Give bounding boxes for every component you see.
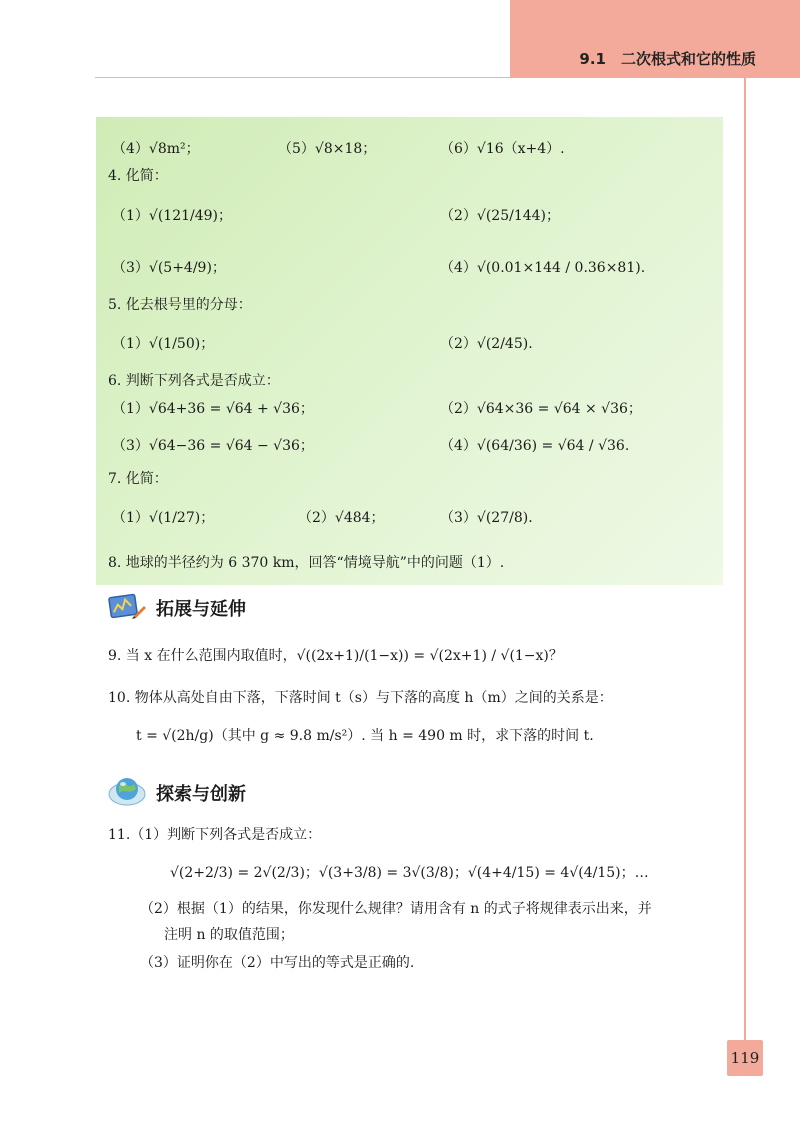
ex6-item3: （3）√64−36 = √64 − √36； <box>112 438 314 454</box>
ex6-item4: （4）√(64/36) = √64 / √36. <box>440 438 630 454</box>
chart-icon <box>104 592 148 622</box>
ex10-line2: t = √(2h/g)（其中 g ≈ 9.8 m/s²）. 当 h = 490 m 时，求下落的时间 t. <box>136 728 594 744</box>
ex8-text: 8. 地球的半径约为 6 370 km，回答“情境导航”中的问题（1）. <box>108 555 505 571</box>
ex7-title: 7. 化简： <box>108 471 168 487</box>
ex11-part2-line2: 注明 n 的取值范围； <box>164 927 294 943</box>
section-title-explore: 探索与创新 <box>156 784 246 805</box>
ex6-item1: （1）√64+36 = √64 + √36； <box>112 401 314 417</box>
ex4-item3: （3）√(5+4/9)； <box>112 260 226 276</box>
header-rule <box>95 77 510 78</box>
ex7-item1: （1）√(1/27)； <box>112 510 215 526</box>
ex3-item4: （4）√8m²； <box>112 141 200 157</box>
ex3-item5: （5）√8×18； <box>278 141 377 157</box>
ex9-text: 9. 当 x 在什么范围内取值时，√((2x+1)/(1−x)) = √(2x+1) / √(1−x)？ <box>108 648 563 664</box>
page-number: 119 <box>727 1040 763 1076</box>
ex5-item2: （2）√(2/45). <box>440 336 533 352</box>
ex4-item4: （4）√(0.01×144 / 0.36×81). <box>440 260 646 276</box>
ex4-item2: （2）√(25/144)； <box>440 208 561 224</box>
ex6-item2: （2）√64×36 = √64 × √36； <box>440 401 642 417</box>
ex7-item3: （3）√(27/8). <box>440 510 533 526</box>
section-header-tab <box>510 0 800 78</box>
ex11-part1: 11.（1）判断下列各式是否成立： <box>108 827 322 843</box>
ex11-part2-line1: （2）根据（1）的结果，你发现什么规律？请用含有 n 的式子将规律表示出来，并 <box>140 901 652 917</box>
ex4-item1: （1）√(121/49)； <box>112 208 233 224</box>
ex10-line1: 10. 物体从高处自由下落，下落时间 t（s）与下落的高度 h（m）之间的关系是： <box>108 690 613 706</box>
ex7-item2: （2）√484； <box>298 510 385 526</box>
section-title-extend: 拓展与延伸 <box>156 599 246 620</box>
ex4-title: 4. 化简： <box>108 168 168 184</box>
ex6-title: 6. 判断下列各式是否成立： <box>108 373 280 389</box>
section-title: 9.1 二次根式和它的性质 <box>579 50 756 68</box>
ex5-title: 5. 化去根号里的分母： <box>108 297 252 313</box>
ex5-item1: （1）√(1/50)； <box>112 336 215 352</box>
globe-icon <box>106 774 148 808</box>
ex11-formulas: √(2+2/3) = 2√(2/3)；√(3+3/8) = 3√(3/8)；√(4+4/15) = 4√(4/15)；… <box>170 865 649 881</box>
ex3-item6: （6）√16（x+4）. <box>440 141 565 157</box>
ex11-part3: （3）证明你在（2）中写出的等式是正确的. <box>140 955 415 971</box>
margin-rule <box>744 78 746 1073</box>
